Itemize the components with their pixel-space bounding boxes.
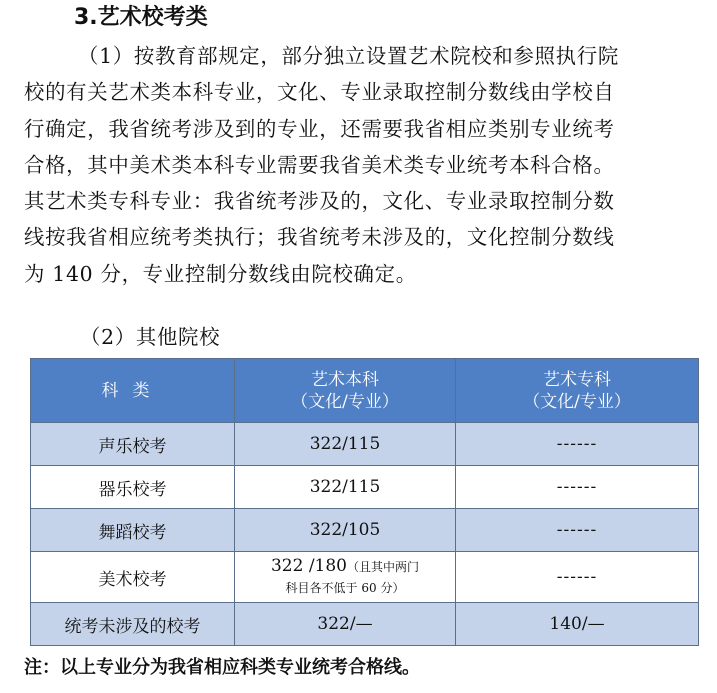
row-category: 舞蹈校考: [31, 509, 235, 552]
header-college: [456, 359, 699, 423]
row-category: 器乐校考: [31, 466, 235, 509]
row-undergrad-score: 322/115: [235, 423, 456, 466]
row-college-score: ------: [456, 552, 699, 603]
header-category: 科类: [31, 359, 235, 423]
paragraph-line: 线按我省相应统考类执行；我省统考未涉及的，文化控制分数线: [24, 225, 615, 250]
subheading: （2）其他院校: [80, 325, 221, 349]
row-category: 统考未涉及的校考: [31, 603, 235, 646]
table-row: [31, 509, 699, 552]
row-category: 美术校考: [31, 552, 235, 603]
row-undergrad-score: 322/—: [235, 603, 456, 646]
section-heading: 3.艺术校考类: [74, 5, 208, 30]
table-row: [31, 423, 699, 466]
row-undergrad-note: （且其中两门: [347, 560, 420, 574]
table-row: [31, 603, 699, 646]
header-college-title: 艺术专科: [543, 369, 611, 390]
row-category: 声乐校考: [31, 423, 235, 466]
row-college-score: 140/—: [456, 603, 699, 646]
header-undergrad-sub: （文化/专业）: [291, 391, 399, 412]
paragraph-line: 为 140 分，专业控制分数线由院校确定。: [24, 261, 417, 286]
row-undergrad-score: 322/105: [235, 509, 456, 552]
table-row: [31, 552, 699, 603]
paragraph-line: 行确定，我省统考涉及到的专业，还需要我省相应类别专业统考: [24, 116, 615, 141]
footnote: 注：以上专业分为我省相应科类专业统考合格线。: [24, 657, 420, 678]
policy-paragraph: [24, 38, 700, 292]
header-undergrad: [235, 359, 456, 423]
header-college-sub: （文化/专业）: [523, 391, 631, 412]
row-college-score: ------: [456, 423, 699, 466]
table-row: [31, 466, 699, 509]
row-college-score: ------: [456, 509, 699, 552]
row-undergrad-score-cell: [235, 552, 456, 603]
paragraph-line: 其艺术类专科专业：我省统考涉及的，文化、专业录取控制分数: [24, 189, 615, 214]
row-undergrad-score: 322/115: [235, 466, 456, 509]
row-undergrad-note-2: 科目各不低于 60 分）: [285, 581, 405, 595]
table-header-row: [31, 359, 699, 423]
paragraph-line: （1）按教育部规定，部分独立设置艺术院校和参照执行院: [78, 44, 619, 68]
row-college-score: ------: [456, 466, 699, 509]
score-table: [30, 358, 699, 646]
paragraph-line: 校的有关艺术类本科专业，文化、专业录取控制分数线由学校自: [24, 80, 615, 105]
header-undergrad-title: 艺术本科: [311, 369, 379, 390]
row-undergrad-score: 322 /180: [270, 556, 347, 576]
paragraph-line: 合格，其中美术类本科专业需要我省美术类专业统考本科合格。: [24, 152, 615, 177]
